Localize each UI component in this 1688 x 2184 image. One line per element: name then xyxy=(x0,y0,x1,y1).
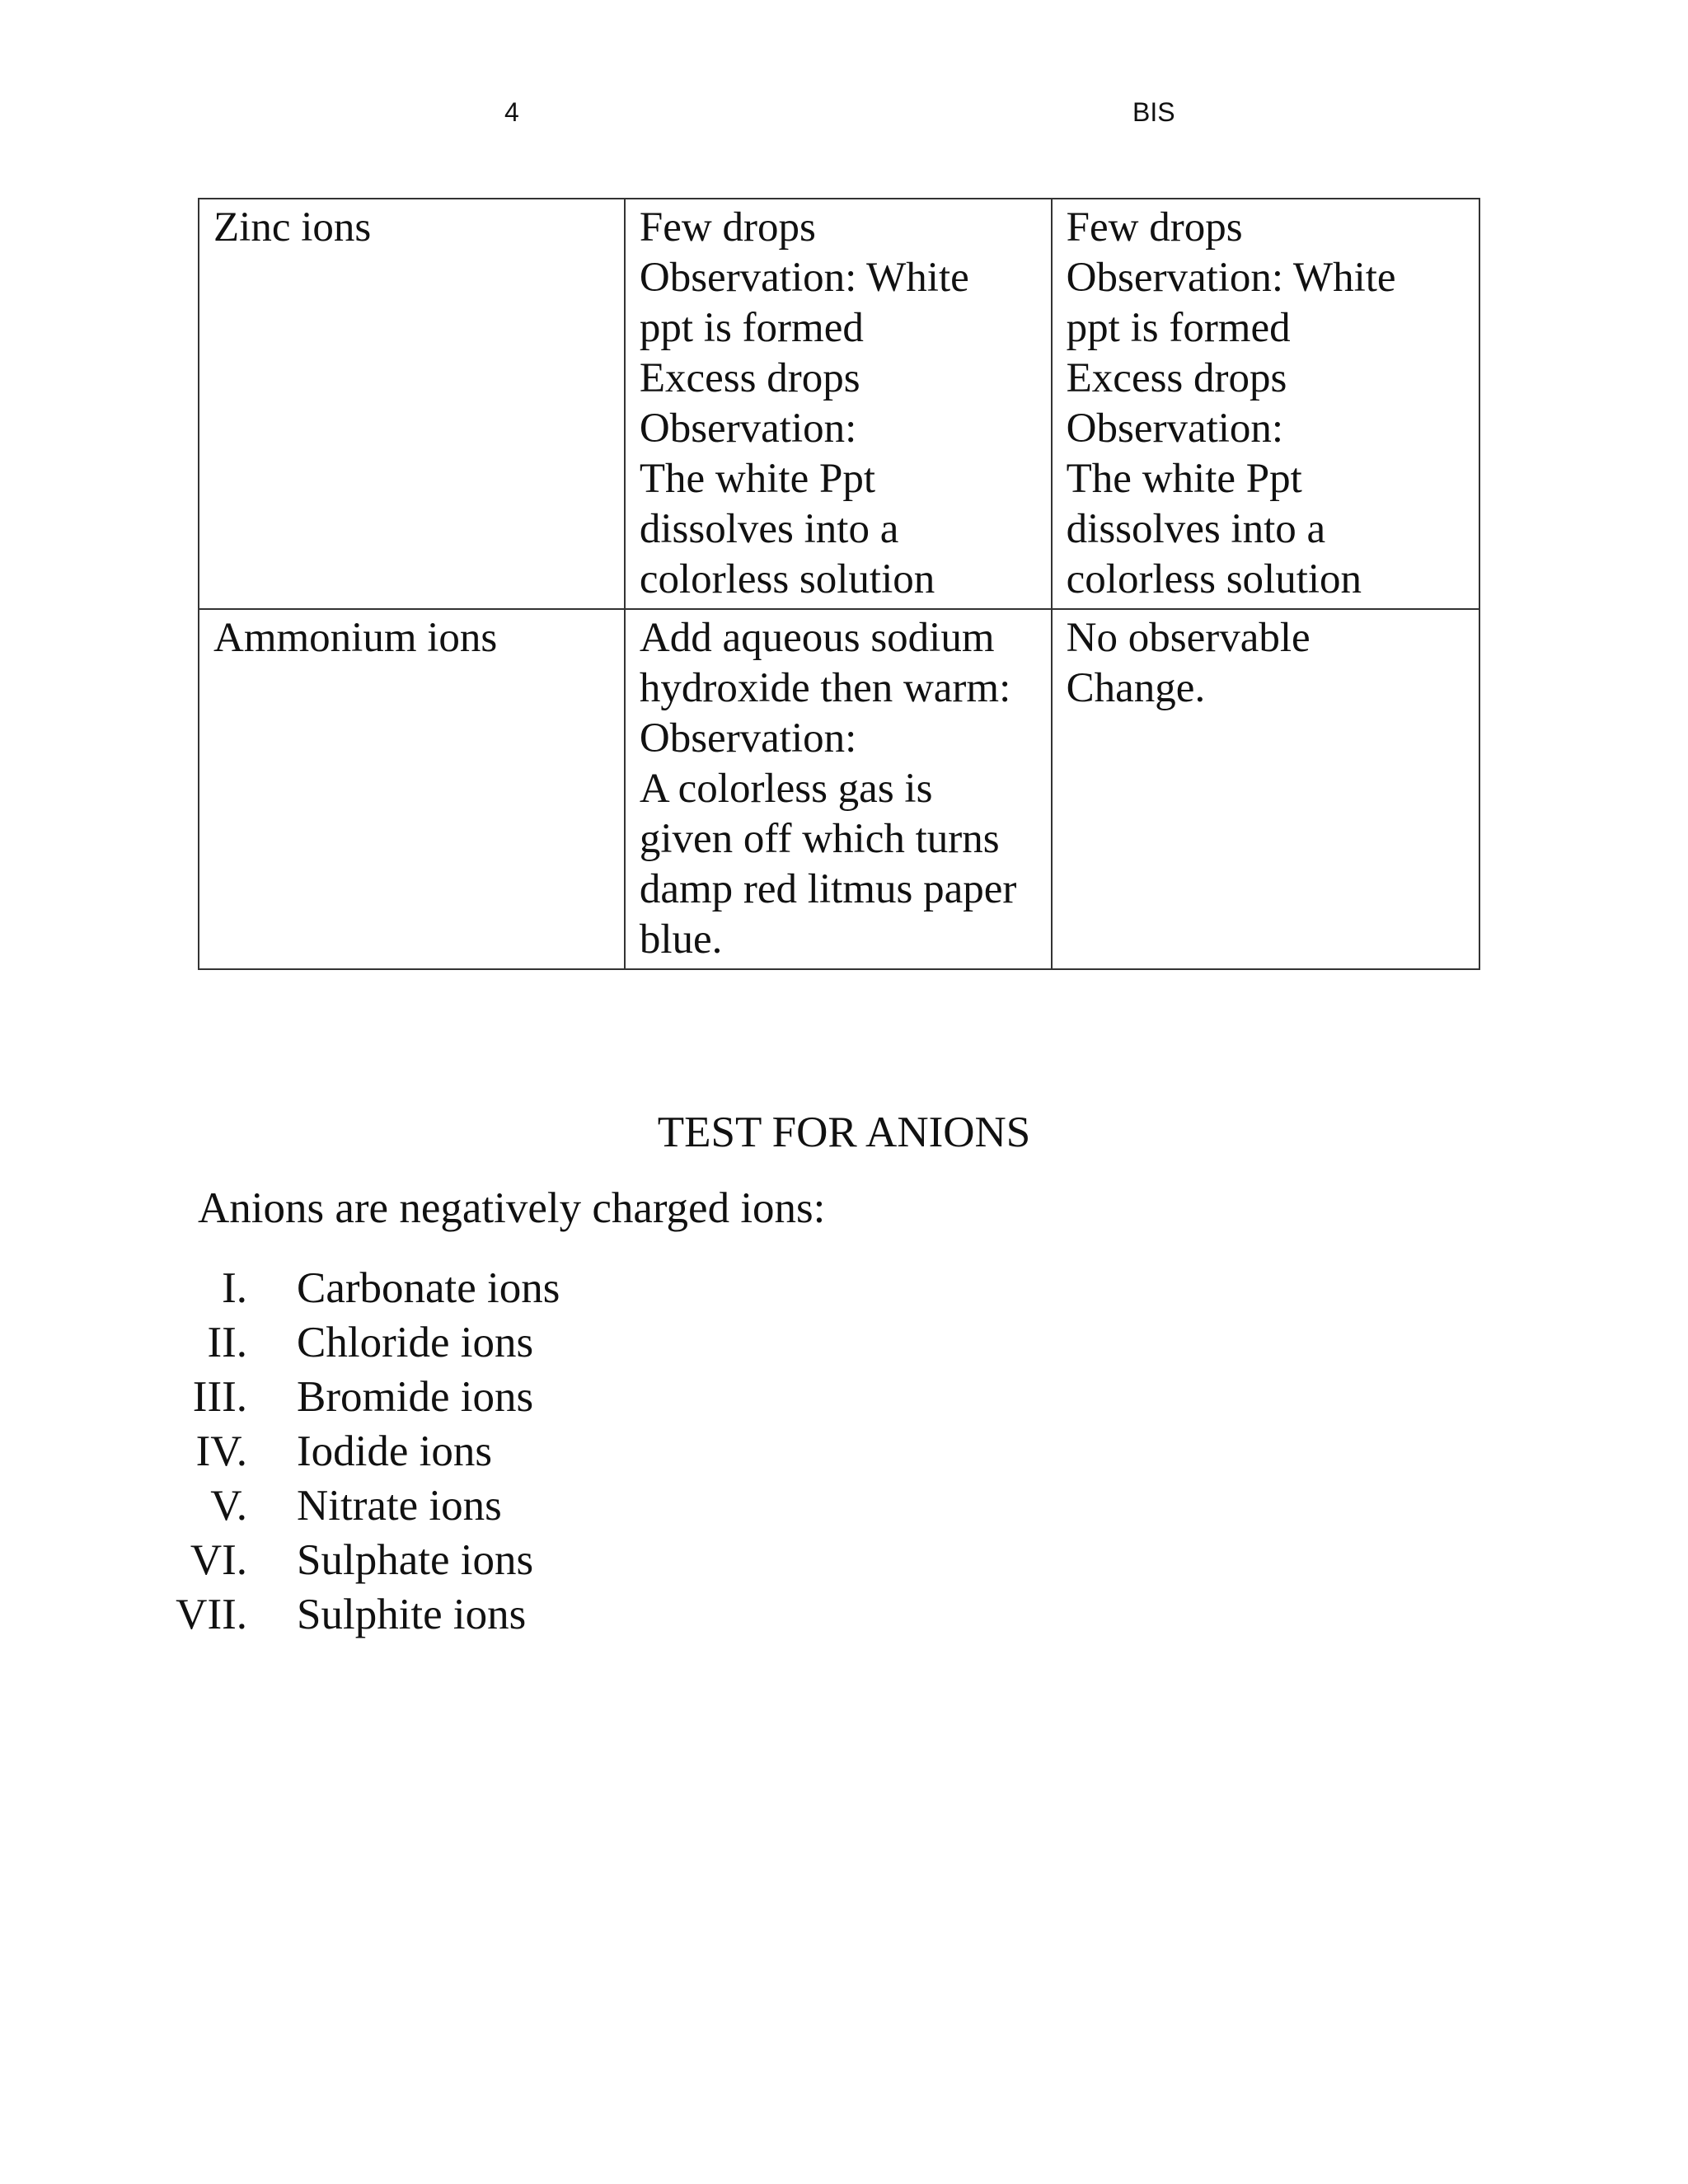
cell-line: colorless solution xyxy=(639,556,935,602)
list-numeral: IV. xyxy=(195,1427,247,1475)
cell-line: Observation: xyxy=(639,405,857,452)
list-item xyxy=(0,1261,742,1315)
list-item-label: Chloride ions xyxy=(297,1319,534,1366)
list-item-label: Iodide ions xyxy=(297,1427,492,1475)
ion-name: Zinc ions xyxy=(213,204,372,251)
ion-name-cell xyxy=(199,609,625,969)
section-intro: Anions are negatively charged ions: xyxy=(198,1184,826,1232)
list-item-label: Sulphite ions xyxy=(297,1591,527,1638)
cell-line: ppt is formed xyxy=(639,305,864,351)
cell-line: Excess drops xyxy=(1066,355,1287,401)
cell-line: ppt is formed xyxy=(1066,305,1291,351)
list-numeral: V. xyxy=(210,1482,247,1530)
cell-line: colorless solution xyxy=(1066,556,1362,602)
list-item xyxy=(0,1315,742,1370)
list-item-label: Bromide ions xyxy=(297,1373,534,1421)
list-item xyxy=(0,1479,742,1533)
ion-name: Ammonium ions xyxy=(213,615,498,661)
list-item xyxy=(0,1424,742,1479)
ion-name-cell xyxy=(199,199,625,609)
cell-line: Observation: White xyxy=(1066,255,1396,301)
cell-line: The white Ppt xyxy=(639,456,876,502)
list-item xyxy=(0,1370,742,1424)
observation-cell xyxy=(625,199,1052,609)
list-numeral: VI. xyxy=(190,1536,247,1584)
section-title: TEST FOR ANIONS xyxy=(657,1108,1031,1156)
cell-line: hydroxide then warm: xyxy=(639,665,1011,711)
list-item-label: Nitrate ions xyxy=(297,1482,502,1530)
cell-line: Observation: xyxy=(1066,405,1284,452)
header-code: BIS xyxy=(1132,97,1175,127)
list-numeral: III. xyxy=(192,1373,247,1421)
page-number: 4 xyxy=(504,97,519,127)
observation-cell xyxy=(1052,609,1479,969)
cell-line: Few drops xyxy=(1066,204,1243,251)
list-item-label: Carbonate ions xyxy=(297,1264,560,1312)
table-row xyxy=(199,199,1479,609)
list-item-label: Sulphate ions xyxy=(297,1536,534,1584)
cell-line: A colorless gas is xyxy=(639,766,933,812)
cell-line: Excess drops xyxy=(639,355,860,401)
observation-cell xyxy=(1052,199,1479,609)
table-row xyxy=(199,609,1479,969)
list-item xyxy=(0,1533,742,1587)
cell-line: No observable xyxy=(1066,615,1311,661)
cell-line: The white Ppt xyxy=(1066,456,1302,502)
cell-line: Change. xyxy=(1066,665,1206,711)
anion-list xyxy=(0,1261,742,1642)
cell-line: Observation: xyxy=(639,715,857,762)
list-item xyxy=(0,1587,742,1642)
cell-line: Observation: White xyxy=(639,255,969,301)
cell-line: blue. xyxy=(639,916,723,963)
cell-line: dissolves into a xyxy=(639,506,899,552)
ion-test-table xyxy=(198,198,1480,970)
page-header xyxy=(0,97,1688,138)
cell-line: dissolves into a xyxy=(1066,506,1326,552)
cell-line: Add aqueous sodium xyxy=(639,615,995,661)
list-numeral: VII. xyxy=(176,1591,247,1638)
cell-line: Few drops xyxy=(639,204,816,251)
cell-line: damp red litmus paper xyxy=(639,866,1017,912)
list-numeral: I. xyxy=(222,1264,247,1312)
list-numeral: II. xyxy=(207,1319,247,1366)
cell-line: given off which turns xyxy=(639,816,1000,862)
observation-cell xyxy=(625,609,1052,969)
